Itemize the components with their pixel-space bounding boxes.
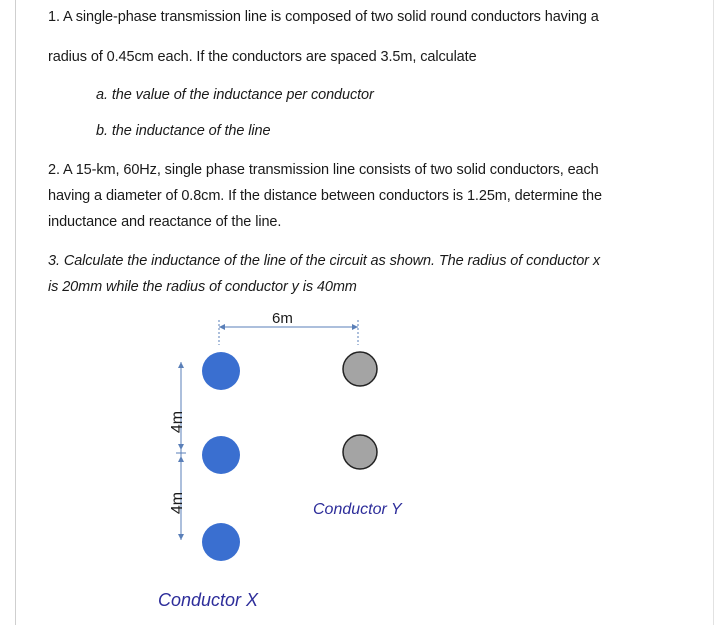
problem-1-text-line-2: radius of 0.45cm each. If the conductors are spaced 3.5m, calculate <box>48 49 477 65</box>
problem-1-item-b: b. the inductance of the line <box>96 123 271 139</box>
problem-3-text-line-1: 3. Calculate the inductance of the line of the circuit as shown. The radius of conductor x <box>48 253 600 269</box>
conductor-x-2 <box>202 436 240 474</box>
dimension-arrow-mid-down <box>178 456 184 462</box>
dimension-arrow-right <box>352 324 358 330</box>
problem-2-text-line-3: inductance and reactance of the line. <box>48 214 282 230</box>
dimension-arrow-mid-up <box>178 444 184 450</box>
conductor-y-1 <box>343 352 377 386</box>
horizontal-dimension <box>219 310 358 345</box>
dimension-arrow-left <box>219 324 225 330</box>
dimension-arrow-bottom <box>178 534 184 540</box>
conductor-x-3 <box>202 523 240 561</box>
dimension-arrow-top <box>178 362 184 368</box>
vertical-spacing-top-label: 4m <box>169 410 186 434</box>
problem-2-text-line-2: having a diameter of 0.8cm. If the distance between conductors is 1.25m, determine the <box>48 188 602 204</box>
problem-1-item-a: a. the value of the inductance per conductor <box>96 87 374 103</box>
conductor-y-label: Conductor Y <box>313 501 402 518</box>
conductor-y-2 <box>343 435 377 469</box>
problem-3-text-line-2: is 20mm while the radius of conductor y is 40mm <box>48 279 357 295</box>
problem-2-text-line-1: 2. A 15-km, 60Hz, single phase transmission line consists of two solid conductors, each <box>48 162 599 178</box>
vertical-dimension <box>169 362 186 540</box>
horizontal-spacing-label: 6m <box>272 310 293 327</box>
vertical-spacing-bottom-label: 4m <box>169 491 186 515</box>
conductor-x-1 <box>202 352 240 390</box>
conductor-x-label: Conductor X <box>158 590 259 610</box>
problem-1-text-line-1: 1. A single-phase transmission line is composed of two solid round conductors having a <box>48 9 599 25</box>
